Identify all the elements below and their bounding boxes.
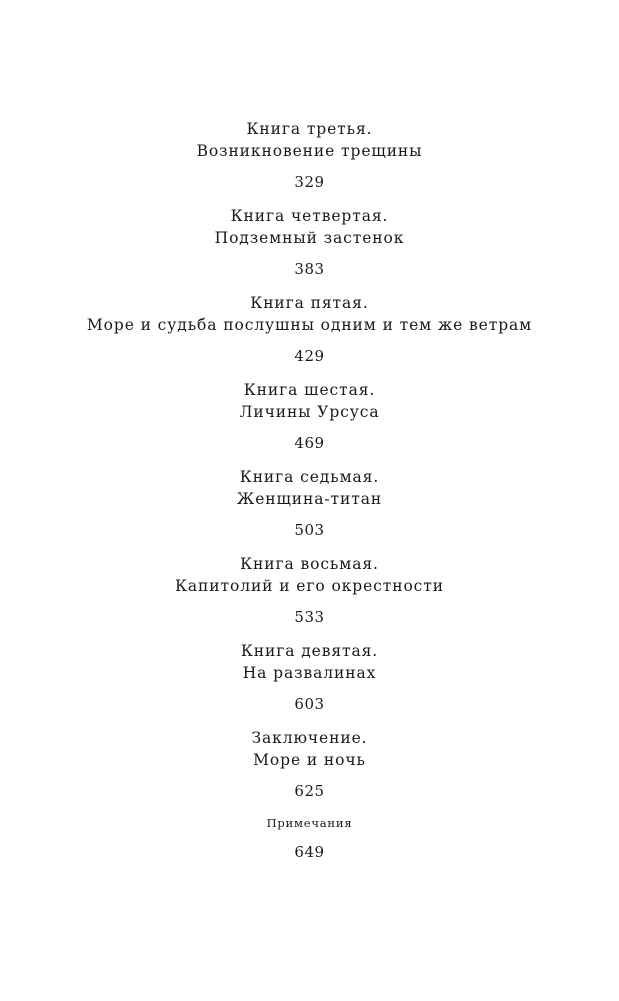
toc-entry-title: Личины Урсуса [239,403,380,421]
toc-entry-book-9[interactable] [0,640,619,714]
toc-entry-page-number: 329 [294,173,325,191]
toc-entry-title: Возникновение трещины [196,142,423,160]
toc-entry-heading: Книга девятая. [240,642,379,660]
toc-entry-page-number: 429 [294,347,325,365]
toc-entry-page-number: 503 [294,521,325,539]
toc-entry-page-number: 533 [294,608,325,626]
toc-entry-page-number: 625 [294,782,325,800]
toc-entry-title: На развалинах [242,664,377,682]
toc-entry-title: Женщина-титан [236,490,383,508]
toc-entry-heading: Книга четвертая. [230,207,389,225]
toc-entry-heading: Книга пятая. [250,294,369,312]
toc-entry-title: Капитолий и его окрестности [175,577,444,595]
toc-entry-conclusion[interactable] [0,727,619,801]
toc-entry-book-5[interactable] [0,292,619,366]
toc-entry-heading: Книга восьмая. [240,555,379,573]
toc-entry-book-7[interactable] [0,466,619,540]
toc-entry-notes[interactable] [0,814,619,862]
toc-entry-page-number: 649 [294,843,325,861]
toc-entry-title: Море и судьба послушны одним и тем же ветрам [86,316,533,334]
table-of-contents [0,118,619,875]
toc-entry-heading: Книга седьмая. [239,468,380,486]
toc-entry-book-4[interactable] [0,205,619,279]
toc-entry-title: Примечания [266,816,353,830]
toc-entry-title: Подземный застенок [214,229,405,247]
toc-entry-page-number: 469 [294,434,325,452]
toc-entry-book-6[interactable] [0,379,619,453]
toc-entry-book-3[interactable] [0,118,619,192]
toc-entry-book-8[interactable] [0,553,619,627]
toc-entry-heading: Книга третья. [246,120,373,138]
toc-entry-heading: Заключение. [251,729,368,747]
toc-entry-page-number: 603 [294,695,325,713]
toc-entry-title: Море и ночь [253,751,366,769]
toc-entry-page-number: 383 [294,260,325,278]
toc-entry-heading: Книга шестая. [243,381,376,399]
